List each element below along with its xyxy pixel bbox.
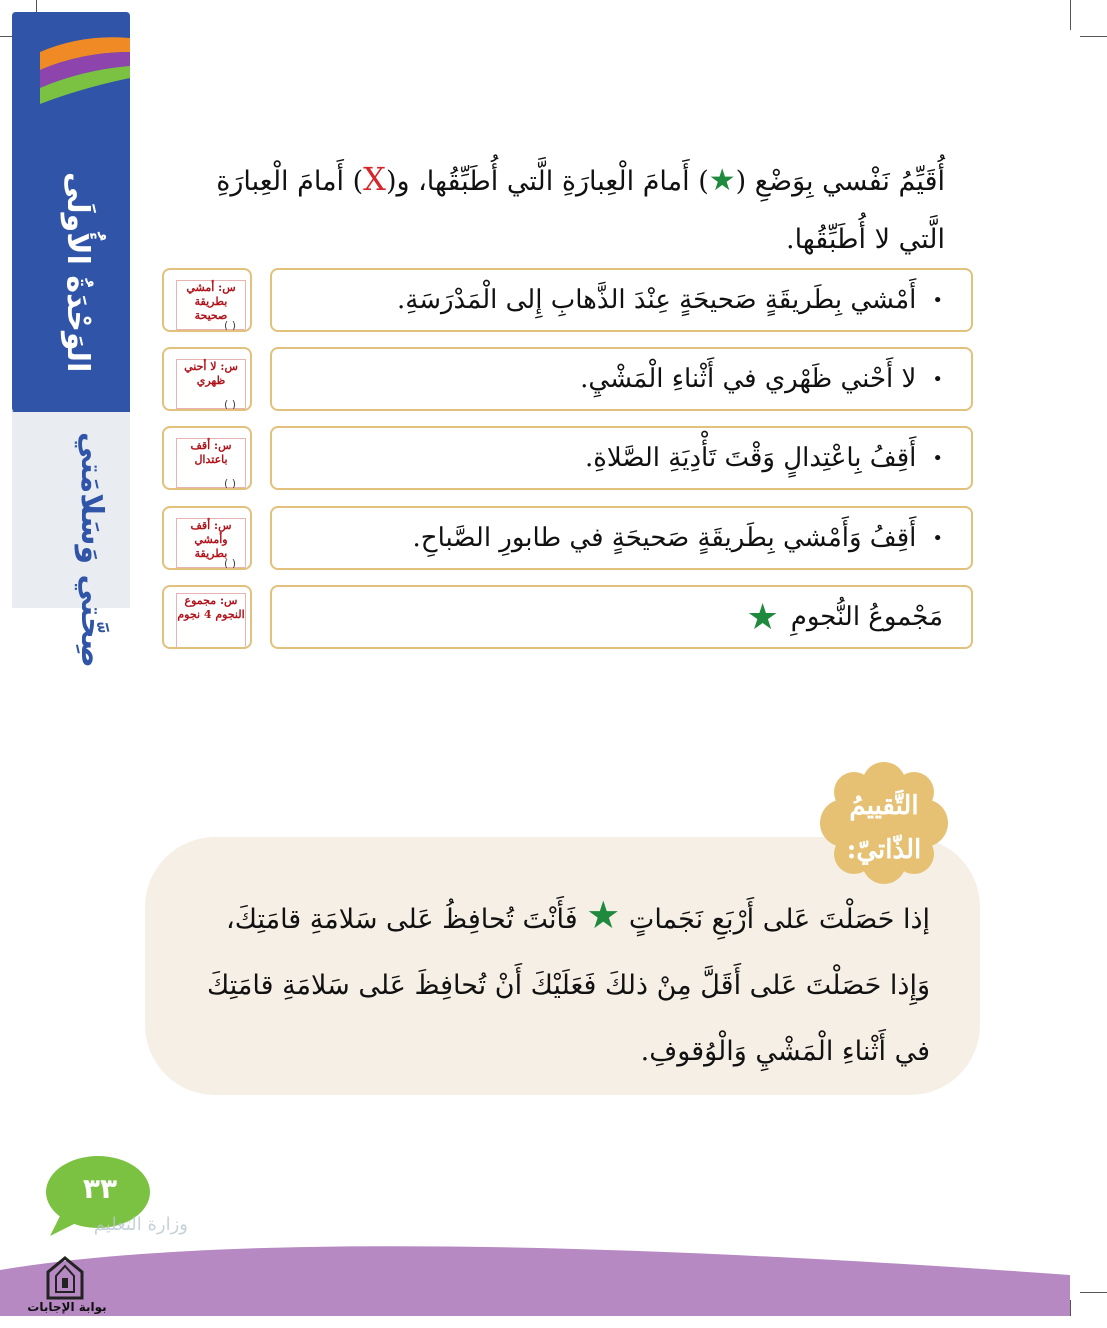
answer-text: س: لا أحني ظهري [184, 360, 238, 387]
star-icon: ★ [708, 163, 736, 198]
answer-parentheses: ( ) [224, 477, 237, 490]
instruction-part3: ) أَمامَ الْعِبارَةِ الَّتي لا أُطَبِّقُها. [216, 166, 945, 255]
star-icon: ★ [746, 596, 779, 638]
answer-parentheses: ( ) [224, 398, 237, 411]
star-icon: ★ [586, 893, 621, 937]
footer-band [0, 1230, 1107, 1328]
instruction-text [200, 150, 945, 269]
page-number: ٣٣ [82, 1172, 118, 1205]
answer-parentheses: ( ) [224, 319, 237, 332]
answer-box[interactable] [162, 585, 252, 649]
statement-row [270, 506, 973, 570]
instruction-part1: أُقَيِّمُ نَفْسي بِوَضْعِ ( [735, 166, 945, 197]
answer-box[interactable] [162, 506, 252, 570]
unit-subtitle: صِحَّتي وَسَلامَتي [74, 432, 109, 668]
assessment-part2: فَأَنْتَ تُحافِظُ عَلى سَلامَةِ قامَتِكَ، وَإِذا حَصَلْتَ عَلى أَقَلَّ مِنْ ذلكَ فَعَلَيْكَ أَنْ تُحافِظَ عَلى سَلامَةِ قامَتِكَ في أَثْناءِ الْمَشْيِ وَالْوُقوفِ. [207, 904, 930, 1067]
bullet-icon: • [932, 447, 943, 469]
portal-logo-icon [42, 1256, 88, 1300]
total-stars-label: مَجْموعُ النُّجومِ [790, 602, 943, 632]
bullet-icon: • [932, 527, 943, 549]
statement-row [270, 347, 973, 411]
answer-hint [176, 593, 246, 649]
unit-title: الوَحْدَةُ الأُولَى [60, 172, 95, 373]
statement-text: أَقِفُ بِاعْتِدالٍ وَقْتَ تَأْدِيَةِ الصَّلاةِ. [584, 443, 917, 473]
badge-line2: الذّاتيّ: [846, 835, 922, 865]
statement-row [270, 268, 973, 332]
bullet-icon: • [932, 289, 943, 311]
unit-side-tab [12, 12, 130, 668]
bullet-icon: • [932, 368, 943, 390]
statement-text: لا أَحْني ظَهْري في أَثْناءِ الْمَشْيِ. [580, 364, 917, 394]
answer-text: س: أقف باعتدال [190, 439, 232, 466]
total-stars-row [270, 585, 973, 649]
self-assessment-title [818, 784, 950, 872]
statement-text: أَقِفُ وَأَمْشي بِطَريقَةٍ صَحيحَةٍ في طابورِ الصَّباحِ. [412, 523, 917, 553]
cross-icon: X [363, 160, 386, 198]
answer-box[interactable] [162, 426, 252, 490]
assessment-part1: إذا حَصَلْتَ عَلى أَرْبَعِ نَجَماتٍ [628, 904, 930, 935]
self-assessment-text [185, 882, 930, 1085]
answer-text: س: أقف وأمشي بطريقة [190, 519, 232, 560]
statement-text: أَمْشي بِطَريقَةٍ صَحيحَةٍ عِنْدَ الذَّهابِ إِلى الْمَدْرَسَةِ. [397, 285, 917, 315]
crop-mark [1070, 0, 1071, 30]
ministry-watermark: وزارة التعليم [93, 1214, 188, 1235]
answer-text: س: أمشي بطريقة صحيحة [186, 281, 236, 322]
instruction-part2: ) أَمامَ الْعِبارَةِ الَّتي أُطَبِّقُها، و( [385, 166, 709, 197]
portal-label: بوابة الإجابات [27, 1300, 107, 1314]
answer-parentheses: ( ) [224, 557, 237, 570]
badge-line1: التَّقييمُ [849, 791, 919, 821]
answer-text: س: مجموع النجوم 4 نجوم [177, 594, 245, 621]
answer-box[interactable] [162, 268, 252, 332]
answer-box[interactable] [162, 347, 252, 411]
statement-row [270, 426, 973, 490]
crop-mark [1080, 36, 1107, 37]
